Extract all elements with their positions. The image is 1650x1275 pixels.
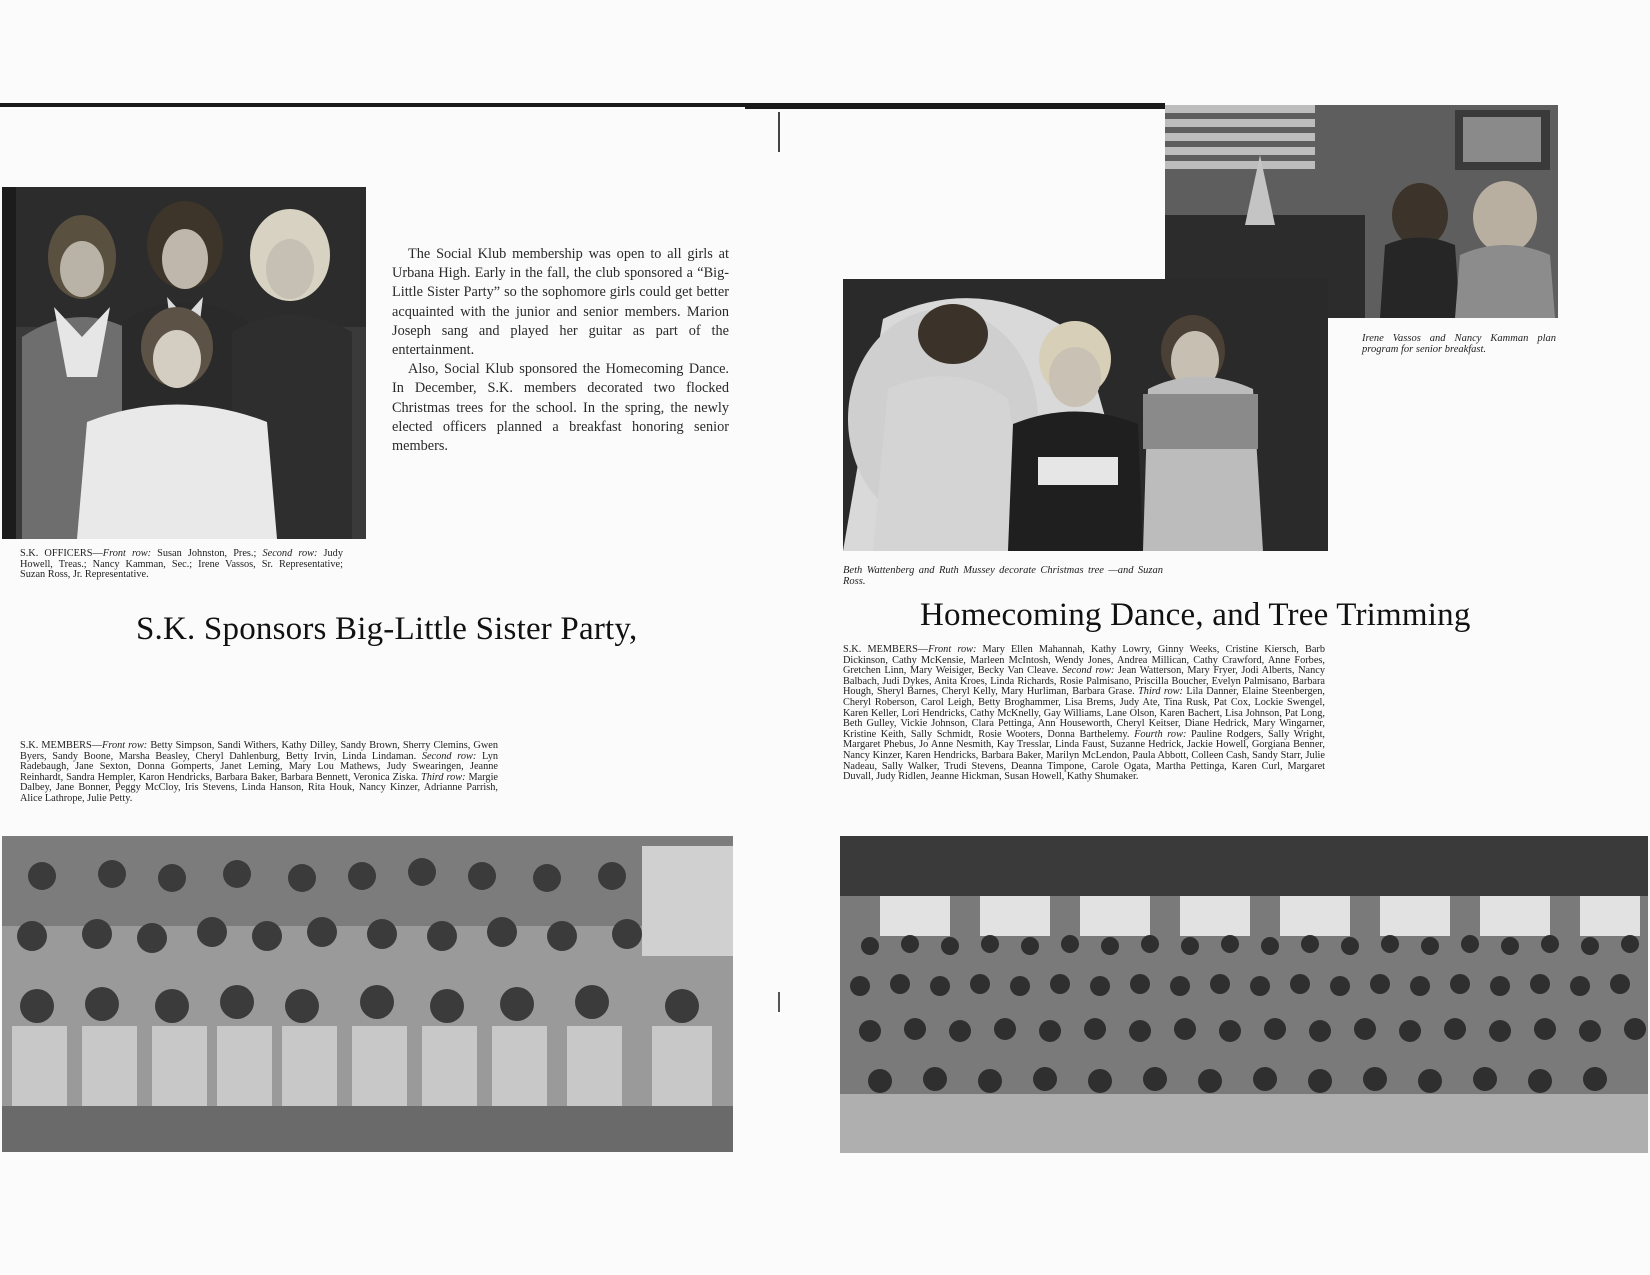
right-members-row2-label: Second row:	[1061, 665, 1115, 677]
right-members-row4-names: Pauline Rodgers, Sally Wright, Margaret Phebus, Jo Anne Nesmith, Kay Tresslar, Linda Faust, Suzanne Hedrick, Jackie Howell, Gorgiana Benner, Nancy Kinzer, Karen Hendricks, Barbara Baker, Marilyn McLendon, Paula Abbott, Colleen Cash, Sandy Starr, Julie Nadeau, Sally Walker, Trudi Stevens, Deanna Timpone, Carole Ogata, Martha Pettinga, Karen Curl, Margaret Duvall, Judy Ridlen, Jeanne Hickman, Susan Howell, Kathy Shumaker.	[843, 728, 1326, 783]
right-members-row4-label: Fourth row:	[1134, 728, 1187, 740]
tree-caption: Beth Wattenberg and Ruth Mussey decorate Christmas tree —and Suzan Ross.	[843, 565, 1163, 587]
right-members-caption	[843, 645, 1325, 783]
right-members-row3-label: Third row:	[1138, 686, 1183, 698]
left-members-row1-label: Front row:	[102, 740, 148, 751]
left-members-row2-label: Second row:	[421, 750, 477, 762]
page-gutter	[778, 112, 780, 1162]
page-edge-shadow-left	[0, 103, 760, 107]
tree-photo	[843, 279, 1328, 551]
officers-caption-row1-names: Susan Johnston, Pres.;	[151, 548, 263, 559]
officers-caption-lead: S.K. OFFICERS—	[20, 548, 103, 559]
left-headline: S.K. Sponsors Big-Little Sister Party,	[136, 611, 638, 647]
officers-caption-row2-label: Second row:	[262, 548, 318, 559]
intro-paragraph-1: The Social Klub membership was open to all girls at Urbana High. Early in the fall, the club sponsored a “Big-Little Sister Party” so the sophomore girls could get better acquainted with the junior and senior members. Marion Joseph sang and played her guitar as part of the entertainment.	[392, 246, 729, 359]
left-members-row3-label: Third row:	[421, 771, 466, 783]
left-members-lead: S.K. MEMBERS—	[20, 740, 103, 751]
intro-paragraph-2: Also, Social Klub sponsored the Homecoming Dance. In December, S.K. members decorated two flocked Christmas trees for the school. In the spring, the newly elected officers planned a breakfast honoring senior members.	[392, 361, 729, 455]
left-members-row1-names: Betty Simpson, Sandi Withers, Kathy Dilley, Sandy Brown, Sherry Clemins, Gwen Byers, Sandy Boone, Marsha Beasley, Cheryl Dahlenburg, Betty Irvin, Linda Lindaman.	[20, 740, 498, 762]
officers-photo	[2, 187, 366, 539]
right-headline: Homecoming Dance, and Tree Trimming	[920, 597, 1471, 633]
left-group-photo	[2, 836, 733, 1152]
left-members-row2-names: Lyn Radebaugh, Jane Sexton, Donna Gomperts, Janet Leming, Mary Lou Mathews, Judy Swearingen, Jeanne Reinhardt, Sandra Hempler, Karon Hendricks, Barbara Baker, Barbara Bennett, Veronica Ziska.	[20, 750, 498, 783]
left-members-caption	[20, 741, 498, 805]
right-members-row1-names: Mary Ellen Mahannah, Kathy Lowry, Ginny Weeks, Cristine Kiersch, Barb Dickinson, Cathy McKensie, Marleen McIntosh, Wendy Jones, Andrea Millican, Cathy Crawford, Anne Forbes, Gretchen Linn, Mary Weisiger, Becky Van Cleave.	[843, 644, 1325, 677]
right-members-row2-names: Jean Watterson, Mary Fryer, Jodi Alberts, Nancy Balbach, Judi Dykes, Anita Kroes, Linda Richards, Rosie Palmisano, Priscilla Boucher, Evelyn Palmisano, Barbara Hough, Sheryl Barnes, Cheryl Kelly, Mary Hurliman, Barbara Grase.	[843, 665, 1325, 698]
intro-text	[392, 245, 729, 456]
right-members-row3-names: Lila Danner, Elaine Steenbergen, Cheryl Roberson, Carol Leigh, Betty Broghammer, Lisa Brems, Judy Ate, Tina Rusk, Pat Cox, Lockie Swengel, Karen Keller, Lori Hendricks, Cathy McKnelly, Gay Williams, Lane Olson, Karen Bachert, Lisa Johnson, Pat Long, Beth Gulley, Vickie Johnson, Clara Pettinga, Ann Houseworth, Cheryl Keitser, Diane Hedrick, Mary Wingarner, Kristine Keith, Sally Schmidt, Rosie Wooters, Donna Barthelemy.	[843, 686, 1325, 740]
officers-caption	[20, 549, 343, 581]
right-members-row1-label: Front row:	[928, 644, 977, 655]
officers-caption-row2-names: Judy Howell, Treas.; Nancy Kamman, Sec.; Irene Vassos, Sr. Representative; Suzan Ross, Jr. Representative.	[20, 548, 343, 581]
breakfast-caption: Irene Vassos and Nancy Kamman plan program for senior breakfast.	[1362, 333, 1556, 355]
officers-caption-row1-label: Front row:	[102, 548, 152, 559]
right-group-photo	[840, 836, 1648, 1153]
page-edge-shadow-right	[745, 103, 1165, 109]
right-members-lead: S.K. MEMBERS—	[843, 644, 929, 655]
left-members-row3-names: Margie Dalbey, Jane Bonner, Peggy McCloy, Iris Stevens, Linda Hanson, Rita Houk, Nancy Kinzer, Adrianne Parrish, Alice Lathrope, Julie Petty.	[20, 771, 498, 804]
